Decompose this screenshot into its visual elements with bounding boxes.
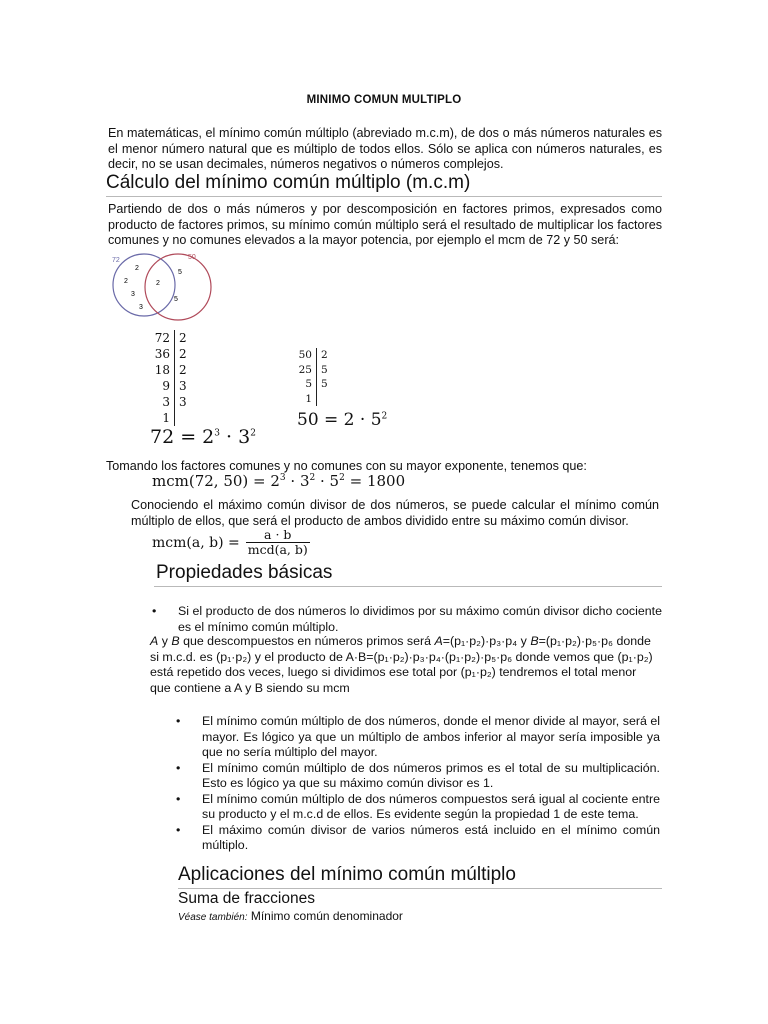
result-72: $72 = 2^3 \cdot 3^2$	[150, 426, 256, 448]
venn-shared-factor: 2	[156, 280, 160, 287]
factorization-72	[148, 330, 187, 426]
vease-label: Véase también:	[178, 912, 248, 923]
formula-lhs: mcm(a, b) =	[152, 534, 240, 551]
dividend: 72	[154, 331, 170, 345]
factorization-50	[296, 348, 328, 406]
prop1-detail	[150, 634, 662, 696]
venn-factor: 5	[174, 296, 178, 303]
venn-label-72: 72	[112, 257, 120, 264]
dividend: 18	[154, 363, 170, 377]
venn-factor: 3	[139, 304, 143, 311]
prop1-detail-line: está repetido dos veces, luego si dividimos ese total por (p₁·p₂) tendremos el total menor	[150, 665, 637, 679]
venn-label-50: 50	[188, 254, 196, 261]
divisor: 5	[321, 363, 328, 376]
dividend: 50	[298, 349, 312, 361]
intro-paragraph: En matemáticas, el mínimo común múltiplo (abreviado m.c.m), de dos o más números naturales es el menor número natural que es múltiplo de todos ellos. Sólo se aplica con números naturales, es decir, no se usan decimales, números negativos o números complejos.	[108, 126, 662, 171]
propiedades-list-1	[152, 604, 662, 635]
section-divider	[106, 196, 662, 197]
prop1-detail-line: si m.c.d. es (p₁·p₂) y el producto de A·B=(p₁·p₂)·p₃·p₄·(p₁·p₂)·p₅·p₆ donde vemos que (p₁·p₂)	[150, 649, 653, 664]
section-divider	[178, 888, 662, 889]
venn-factor: 5	[178, 269, 182, 276]
prop1-detail-line: que contiene a A y B siendo su mcm	[150, 680, 350, 695]
section-heading-propiedades: Propiedades básicas	[156, 562, 333, 583]
list-item: • El mínimo común múltiplo de dos números, donde el menor divide al mayor, será el mayor. Es lógico ya que un múltiplo de ambos inferior al mayor sería imposible ya que no sería múltiplo del mayor.	[176, 714, 660, 759]
dividend: 1	[305, 392, 312, 405]
divisor: 5	[321, 378, 328, 390]
dividend: 36	[154, 347, 170, 361]
divisor: 2	[179, 347, 187, 361]
divisor: 2	[179, 331, 187, 345]
prop1-detail-line: A y B que descompuestos en números primos será A=(p₁·p₂)·p₃·p₄ y B=(p₁·p₂)·p₅·p₆ donde	[150, 634, 651, 648]
vease-link[interactable]: Mínimo común denominador	[250, 909, 403, 923]
section-heading-aplicaciones: Aplicaciones del mínimo común múltiplo	[178, 864, 516, 885]
mcm-ab-formula	[152, 528, 310, 557]
dividend: 25	[298, 363, 312, 376]
dividend: 9	[162, 379, 170, 393]
subsection-heading-suma: Suma de fracciones	[178, 890, 315, 907]
dividend: 5	[305, 378, 312, 390]
venn-circle-72	[113, 254, 175, 316]
list-item: • El mínimo común múltiplo de dos números primos es el total de su multiplicación. Esto es lógico ya que su máximo común divisor es 1.	[176, 760, 660, 790]
section-divider	[154, 586, 662, 587]
venn-circle-50	[145, 254, 211, 320]
venn-factor: 3	[131, 291, 135, 298]
divisor: 3	[179, 379, 187, 393]
dividend: 1	[162, 411, 170, 425]
calculo-paragraph: Partiendo de dos o más números y por descomposición en factores primos, expresados como producto de factores primos, su mínimo común múltiplo será el resultado de multiplicar los factores comunes y no comunes elevados a la mayor potencia, por ejemplo el mcm de 72 y 50 será:	[108, 202, 662, 247]
venn-diagram	[108, 250, 228, 328]
section-heading-calculo: Cálculo del mínimo común múltiplo (m.c.m)	[106, 172, 471, 193]
divisor: 2	[179, 363, 187, 377]
venn-factor: 2	[124, 278, 128, 285]
vease-tambien	[178, 909, 403, 923]
formula-denominator: mcd(a, b)	[247, 542, 308, 557]
divisor: 2	[321, 349, 328, 361]
list-item: • El mínimo común múltiplo de dos números compuestos será igual al cociente entre su producto y el m.c.d de ellos. Es evidente según la propiedad 1 de este tema.	[176, 791, 660, 821]
tomando-paragraph: Tomando los factores comunes y no comunes con su mayor exponente, tenemos que:	[106, 459, 587, 473]
list-item: • El máximo común divisor de varios números está incluido en el mínimo común múltiplo.	[176, 822, 660, 852]
mcm-72-50-formula: mcm(72, $50) = 2^3 \cdot 3^2 \cdot 5^2 = 1800$	[152, 472, 406, 490]
venn-factor: 2	[135, 265, 139, 272]
propiedades-list-2	[176, 714, 660, 854]
divisor: 3	[179, 395, 187, 409]
conociendo-paragraph: Conociendo el máximo común divisor de dos números, se puede calcular el mínimo común múltiplo de ellos, que será el producto de ambos dividido entre su máximo común divisor.	[131, 498, 659, 528]
list-item: • Si el producto de dos números lo dividimos por su máximo común divisor dicho cociente es el mínimo común múltiplo.	[152, 604, 662, 634]
result-50: $50 = 2 \cdot 5^2$	[297, 410, 388, 430]
dividend: 3	[162, 395, 170, 409]
page-title: MINIMO COMUN MULTIPLO	[306, 94, 462, 106]
formula-numerator: a · b	[264, 527, 292, 542]
